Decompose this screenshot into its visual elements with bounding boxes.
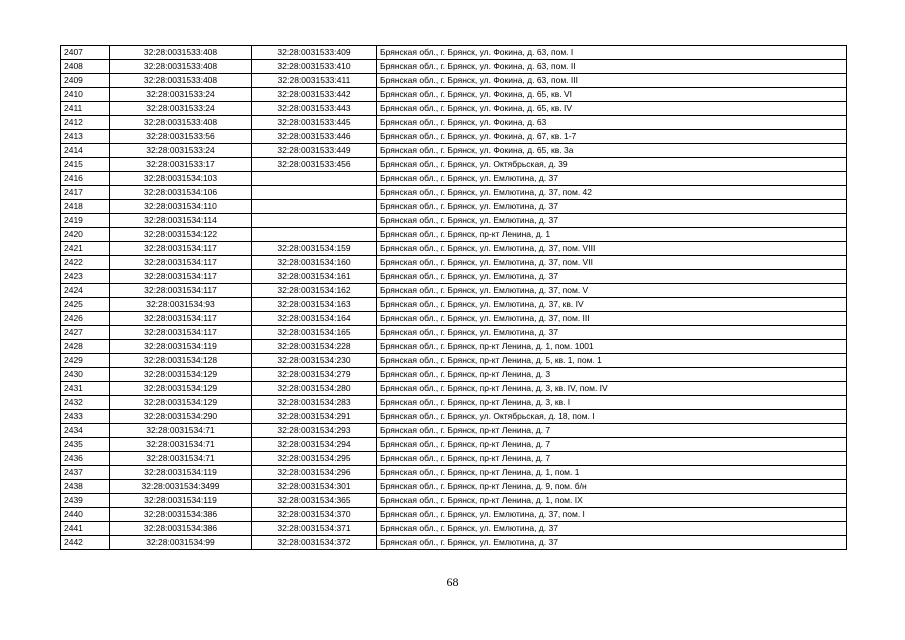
cadastral-number-cell: 32:28:0031533:442 [252,88,377,102]
table-row [61,102,847,116]
cadastral-number-cell [252,214,377,228]
address-cell: Брянская обл., г. Брянск, ул. Октябрьская, д. 39 [377,158,847,172]
row-number-cell: 2415 [61,158,110,172]
address-cell: Брянская обл., г. Брянск, пр-кт Ленина, д. 7 [377,424,847,438]
parent-cadastral-number-cell: 32:28:0031534:117 [110,242,252,256]
table-row [61,354,847,368]
address-cell: Брянская обл., г. Брянск, пр-кт Ленина, д. 3, кв. IV, пом. IV [377,382,847,396]
row-number-cell: 2421 [61,242,110,256]
cadastral-number-cell: 32:28:0031534:372 [252,536,377,550]
cadastral-number-cell: 32:28:0031533:449 [252,144,377,158]
cadastral-number-cell: 32:28:0031534:371 [252,522,377,536]
parent-cadastral-number-cell: 32:28:0031534:119 [110,494,252,508]
row-number-cell: 2413 [61,130,110,144]
cadastral-number-cell: 32:28:0031534:159 [252,242,377,256]
address-cell: Брянская обл., г. Брянск, пр-кт Ленина, д. 3 [377,368,847,382]
parent-cadastral-number-cell: 32:28:0031534:71 [110,452,252,466]
address-cell: Брянская обл., г. Брянск, пр-кт Ленина, д. 1, пом. 1 [377,466,847,480]
parent-cadastral-number-cell: 32:28:0031534:128 [110,354,252,368]
address-cell: Брянская обл., г. Брянск, ул. Фокина, д. 63, пом. III [377,74,847,88]
table-body [61,46,847,550]
row-number-cell: 2437 [61,466,110,480]
cadastral-number-cell: 32:28:0031533:409 [252,46,377,60]
parent-cadastral-number-cell: 32:28:0031533:24 [110,88,252,102]
row-number-cell: 2433 [61,410,110,424]
parent-cadastral-number-cell: 32:28:0031534:386 [110,508,252,522]
row-number-cell: 2429 [61,354,110,368]
row-number-cell: 2440 [61,508,110,522]
address-cell: Брянская обл., г. Брянск, ул. Фокина, д. 65, кв. 3а [377,144,847,158]
table-row [61,424,847,438]
row-number-cell: 2439 [61,494,110,508]
parent-cadastral-number-cell: 32:28:0031534:129 [110,368,252,382]
address-cell: Брянская обл., г. Брянск, ул. Емлютина, д. 37 [377,214,847,228]
row-number-cell: 2419 [61,214,110,228]
parent-cadastral-number-cell: 32:28:0031534:117 [110,256,252,270]
cadastral-number-cell [252,186,377,200]
parent-cadastral-number-cell: 32:28:0031534:106 [110,186,252,200]
cadastral-number-cell: 32:28:0031534:162 [252,284,377,298]
cadastral-table [60,45,847,550]
table-row [61,298,847,312]
address-cell: Брянская обл., г. Брянск, пр-кт Ленина, д. 7 [377,452,847,466]
cadastral-number-cell: 32:28:0031533:456 [252,158,377,172]
table-row [61,396,847,410]
address-cell: Брянская обл., г. Брянск, пр-кт Ленина, д. 1, пом. 1001 [377,340,847,354]
row-number-cell: 2430 [61,368,110,382]
table-row [61,46,847,60]
parent-cadastral-number-cell: 32:28:0031533:408 [110,74,252,88]
address-cell: Брянская обл., г. Брянск, ул. Фокина, д. 63, пом. II [377,60,847,74]
cadastral-number-cell [252,200,377,214]
address-cell: Брянская обл., г. Брянск, пр-кт Ленина, д. 5, кв. 1, пом. 1 [377,354,847,368]
table-row [61,172,847,186]
address-cell: Брянская обл., г. Брянск, ул. Емлютина, д. 37, пом. I [377,508,847,522]
parent-cadastral-number-cell: 32:28:0031534:71 [110,438,252,452]
address-cell: Брянская обл., г. Брянск, ул. Емлютина, д. 37, пом. III [377,312,847,326]
cadastral-number-cell: 32:28:0031533:445 [252,116,377,130]
row-number-cell: 2422 [61,256,110,270]
row-number-cell: 2426 [61,312,110,326]
parent-cadastral-number-cell: 32:28:0031533:56 [110,130,252,144]
row-number-cell: 2435 [61,438,110,452]
address-cell: Брянская обл., г. Брянск, ул. Октябрьская, д. 18, пом. I [377,410,847,424]
parent-cadastral-number-cell: 32:28:0031533:24 [110,144,252,158]
table-row [61,144,847,158]
parent-cadastral-number-cell: 32:28:0031533:24 [110,102,252,116]
address-cell: Брянская обл., г. Брянск, ул. Фокина, д. 63 [377,116,847,130]
row-number-cell: 2425 [61,298,110,312]
parent-cadastral-number-cell: 32:28:0031534:93 [110,298,252,312]
row-number-cell: 2407 [61,46,110,60]
table-row [61,312,847,326]
table-row [61,536,847,550]
table-row [61,116,847,130]
row-number-cell: 2411 [61,102,110,116]
table-row [61,466,847,480]
parent-cadastral-number-cell: 32:28:0031534:117 [110,284,252,298]
parent-cadastral-number-cell: 32:28:0031534:117 [110,312,252,326]
row-number-cell: 2441 [61,522,110,536]
table-row [61,242,847,256]
cadastral-number-cell [252,172,377,186]
cadastral-number-cell: 32:28:0031534:161 [252,270,377,284]
address-cell: Брянская обл., г. Брянск, пр-кт Ленина, д. 9, пом. б/н [377,480,847,494]
address-cell: Брянская обл., г. Брянск, ул. Фокина, д. 65, кв. VI [377,88,847,102]
table-row [61,452,847,466]
row-number-cell: 2418 [61,200,110,214]
table-row [61,270,847,284]
address-cell: Брянская обл., г. Брянск, ул. Емлютина, д. 37, пом. VII [377,256,847,270]
address-cell: Брянская обл., г. Брянск, ул. Емлютина, д. 37, пом. V [377,284,847,298]
row-number-cell: 2410 [61,88,110,102]
parent-cadastral-number-cell: 32:28:0031533:408 [110,60,252,74]
address-cell: Брянская обл., г. Брянск, ул. Емлютина, д. 37 [377,536,847,550]
parent-cadastral-number-cell: 32:28:0031534:3499 [110,480,252,494]
cadastral-number-cell: 32:28:0031533:411 [252,74,377,88]
row-number-cell: 2409 [61,74,110,88]
cadastral-number-cell: 32:28:0031534:293 [252,424,377,438]
row-number-cell: 2420 [61,228,110,242]
cadastral-number-cell: 32:28:0031534:301 [252,480,377,494]
cadastral-number-cell: 32:28:0031534:296 [252,466,377,480]
cadastral-number-cell: 32:28:0031534:294 [252,438,377,452]
parent-cadastral-number-cell: 32:28:0031534:117 [110,270,252,284]
table-row [61,480,847,494]
table-row [61,158,847,172]
row-number-cell: 2416 [61,172,110,186]
parent-cadastral-number-cell: 32:28:0031534:119 [110,466,252,480]
parent-cadastral-number-cell: 32:28:0031534:110 [110,200,252,214]
row-number-cell: 2438 [61,480,110,494]
table-row [61,284,847,298]
parent-cadastral-number-cell: 32:28:0031533:408 [110,116,252,130]
parent-cadastral-number-cell: 32:28:0031534:386 [110,522,252,536]
cadastral-number-cell: 32:28:0031534:295 [252,452,377,466]
cadastral-number-cell: 32:28:0031534:230 [252,354,377,368]
address-cell: Брянская обл., г. Брянск, ул. Емлютина, д. 37 [377,522,847,536]
cadastral-number-cell: 32:28:0031534:160 [252,256,377,270]
address-cell: Брянская обл., г. Брянск, ул. Фокина, д. 63, пом. I [377,46,847,60]
parent-cadastral-number-cell: 32:28:0031533:408 [110,46,252,60]
table-row [61,340,847,354]
table-row [61,410,847,424]
cadastral-number-cell: 32:28:0031533:410 [252,60,377,74]
parent-cadastral-number-cell: 32:28:0031534:103 [110,172,252,186]
parent-cadastral-number-cell: 32:28:0031534:117 [110,326,252,340]
cadastral-number-cell: 32:28:0031534:279 [252,368,377,382]
cadastral-number-cell: 32:28:0031534:291 [252,410,377,424]
parent-cadastral-number-cell: 32:28:0031534:129 [110,382,252,396]
table-row [61,88,847,102]
parent-cadastral-number-cell: 32:28:0031534:290 [110,410,252,424]
address-cell: Брянская обл., г. Брянск, ул. Емлютина, д. 37, пом. VIII [377,242,847,256]
row-number-cell: 2412 [61,116,110,130]
table-row [61,186,847,200]
cadastral-number-cell: 32:28:0031534:365 [252,494,377,508]
table-row [61,522,847,536]
row-number-cell: 2428 [61,340,110,354]
cadastral-number-cell: 32:28:0031534:165 [252,326,377,340]
cadastral-number-cell [252,228,377,242]
cadastral-number-cell: 32:28:0031534:370 [252,508,377,522]
address-cell: Брянская обл., г. Брянск, пр-кт Ленина, д. 7 [377,438,847,452]
parent-cadastral-number-cell: 32:28:0031534:114 [110,214,252,228]
address-cell: Брянская обл., г. Брянск, ул. Фокина, д. 67, кв. 1-7 [377,130,847,144]
parent-cadastral-number-cell: 32:28:0031534:122 [110,228,252,242]
table-row [61,326,847,340]
row-number-cell: 2417 [61,186,110,200]
address-cell: Брянская обл., г. Брянск, пр-кт Ленина, д. 1, пом. IX [377,494,847,508]
row-number-cell: 2414 [61,144,110,158]
row-number-cell: 2427 [61,326,110,340]
table-row [61,228,847,242]
address-cell: Брянская обл., г. Брянск, пр-кт Ленина, д. 3, кв. I [377,396,847,410]
row-number-cell: 2436 [61,452,110,466]
table-row [61,494,847,508]
table-row [61,214,847,228]
table-row [61,438,847,452]
table-row [61,256,847,270]
cadastral-number-cell: 32:28:0031534:164 [252,312,377,326]
row-number-cell: 2424 [61,284,110,298]
cadastral-number-cell: 32:28:0031533:446 [252,130,377,144]
address-cell: Брянская обл., г. Брянск, ул. Емлютина, д. 37 [377,200,847,214]
address-cell: Брянская обл., г. Брянск, ул. Фокина, д. 65, кв. IV [377,102,847,116]
table-row [61,508,847,522]
row-number-cell: 2431 [61,382,110,396]
address-cell: Брянская обл., г. Брянск, ул. Емлютина, д. 37, кв. IV [377,298,847,312]
address-cell: Брянская обл., г. Брянск, ул. Емлютина, д. 37 [377,326,847,340]
address-cell: Брянская обл., г. Брянск, ул. Емлютина, д. 37 [377,172,847,186]
parent-cadastral-number-cell: 32:28:0031534:99 [110,536,252,550]
table-row [61,60,847,74]
parent-cadastral-number-cell: 32:28:0031533:17 [110,158,252,172]
table-row [61,200,847,214]
table-row [61,130,847,144]
parent-cadastral-number-cell: 32:28:0031534:71 [110,424,252,438]
cadastral-number-cell: 32:28:0031534:163 [252,298,377,312]
page-number: 68 [446,575,459,589]
cadastral-number-cell: 32:28:0031534:228 [252,340,377,354]
table-row [61,368,847,382]
row-number-cell: 2408 [61,60,110,74]
row-number-cell: 2434 [61,424,110,438]
row-number-cell: 2432 [61,396,110,410]
table-row [61,74,847,88]
table-row [61,382,847,396]
cadastral-number-cell: 32:28:0031533:443 [252,102,377,116]
row-number-cell: 2423 [61,270,110,284]
address-cell: Брянская обл., г. Брянск, пр-кт Ленина, д. 1 [377,228,847,242]
address-cell: Брянская обл., г. Брянск, ул. Емлютина, д. 37 [377,270,847,284]
parent-cadastral-number-cell: 32:28:0031534:119 [110,340,252,354]
cadastral-number-cell: 32:28:0031534:280 [252,382,377,396]
cadastral-number-cell: 32:28:0031534:283 [252,396,377,410]
row-number-cell: 2442 [61,536,110,550]
address-cell: Брянская обл., г. Брянск, ул. Емлютина, д. 37, пом. 42 [377,186,847,200]
parent-cadastral-number-cell: 32:28:0031534:129 [110,396,252,410]
